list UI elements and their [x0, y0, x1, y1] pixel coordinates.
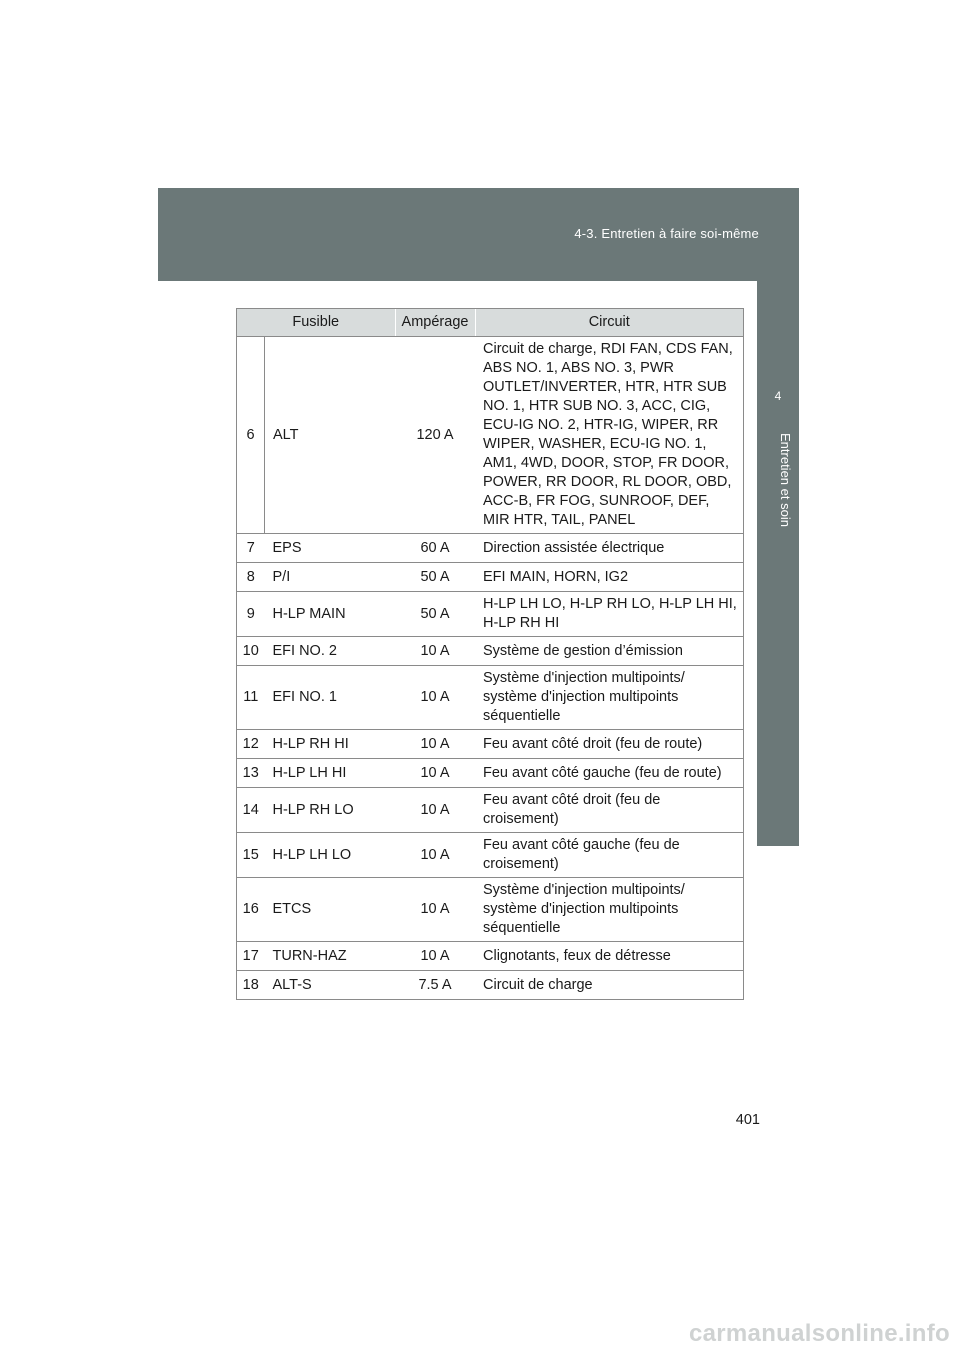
fuse-number-cell: 15: [237, 833, 265, 878]
fuse-name-cell: H-LP LH LO: [265, 833, 396, 878]
chapter-number: 4: [774, 389, 782, 403]
amperage-cell: 10 A: [395, 730, 475, 759]
table-row: [237, 942, 744, 971]
section-header-band: [158, 188, 799, 281]
amperage-cell: 50 A: [395, 563, 475, 592]
circuit-cell: Circuit de charge: [475, 971, 744, 1000]
circuit-cell: Système d'injection multipoints/ système d'injection multipoints séquentielle: [475, 666, 744, 730]
fuse-number-cell: 17: [237, 942, 265, 971]
table-row: [237, 878, 744, 942]
fuse-name-cell: EFI NO. 2: [265, 637, 396, 666]
table-row: [237, 730, 744, 759]
table-row: [237, 759, 744, 788]
table-row: [237, 592, 744, 637]
circuit-cell: Système d'injection multipoints/ système d'injection multipoints séquentielle: [475, 878, 744, 942]
amperage-cell: 10 A: [395, 878, 475, 942]
fuse-name-cell: ALT-S: [265, 971, 396, 1000]
table-row: [237, 637, 744, 666]
watermark: carmanualsonline.info: [688, 1320, 950, 1347]
fuse-name-cell: EPS: [265, 534, 396, 563]
circuit-cell: Circuit de charge, RDI FAN, CDS FAN, ABS NO. 1, ABS NO. 3, PWR OUTLET/INVERTER, HTR, HTR SUB NO. 1, HTR SUB NO. 3, ACC, CIG, ECU-IG NO. 2, HTR-IG, WIPER, RR WIPER, WASHER, ECU-IG NO. 1, AM1, 4WD, DOOR, STOP, FR DOOR, POWER, RR DOOR, RL DOOR, OBD, ACC-B, FR FOG, SUNROOF, DEF, MIR HTR, TAIL, PANEL: [475, 337, 744, 534]
fuse-name-cell: P/I: [265, 563, 396, 592]
circuit-cell: Feu avant côté gauche (feu de croisement): [475, 833, 744, 878]
amperage-cell: 10 A: [395, 637, 475, 666]
fuse-number-cell: 18: [237, 971, 265, 1000]
fuse-number-cell: 16: [237, 878, 265, 942]
fuse-name-cell: ETCS: [265, 878, 396, 942]
amperage-cell: 50 A: [395, 592, 475, 637]
table-row: [237, 534, 744, 563]
fuse-name-cell: TURN-HAZ: [265, 942, 396, 971]
circuit-cell: H-LP LH LO, H-LP RH LO, H-LP LH HI, H-LP RH HI: [475, 592, 744, 637]
amperage-cell: 10 A: [395, 759, 475, 788]
chapter-label: Entretien et soin: [778, 433, 793, 527]
table-row: [237, 666, 744, 730]
amperage-cell: 60 A: [395, 534, 475, 563]
header-circuit: Circuit: [475, 309, 744, 337]
amperage-cell: 10 A: [395, 788, 475, 833]
table-row: [237, 971, 744, 1000]
chapter-side-tab: [757, 281, 799, 846]
table-row: [237, 337, 744, 534]
amperage-cell: 10 A: [395, 666, 475, 730]
circuit-cell: Feu avant côté gauche (feu de route): [475, 759, 744, 788]
fuse-name-cell: H-LP LH HI: [265, 759, 396, 788]
circuit-cell: Système de gestion d’émission: [475, 637, 744, 666]
fuse-name-cell: ALT: [265, 337, 396, 534]
fuse-number-cell: 12: [237, 730, 265, 759]
fuse-table: [236, 308, 744, 1000]
header-fuse: Fusible: [237, 309, 396, 337]
amperage-cell: 7.5 A: [395, 971, 475, 1000]
section-title: 4-3. Entretien à faire soi-même: [574, 226, 759, 241]
fuse-number-cell: 14: [237, 788, 265, 833]
fuse-name-cell: EFI NO. 1: [265, 666, 396, 730]
fuse-number-cell: 7: [237, 534, 265, 563]
table-row: [237, 833, 744, 878]
header-amperage: Ampérage: [395, 309, 475, 337]
fuse-number-cell: 11: [237, 666, 265, 730]
fuse-number-cell: 8: [237, 563, 265, 592]
fuse-table-body: [237, 337, 744, 1000]
amperage-cell: 10 A: [395, 942, 475, 971]
circuit-cell: Feu avant côté droit (feu de croisement): [475, 788, 744, 833]
amperage-cell: 10 A: [395, 833, 475, 878]
fuse-number-cell: 10: [237, 637, 265, 666]
table-row: [237, 788, 744, 833]
table-row: [237, 563, 744, 592]
fuse-number-cell: 6: [237, 337, 265, 534]
fuse-number-cell: 9: [237, 592, 265, 637]
circuit-cell: EFI MAIN, HORN, IG2: [475, 563, 744, 592]
fuse-name-cell: H-LP MAIN: [265, 592, 396, 637]
table-header-row: [237, 309, 744, 337]
page-number: 401: [735, 1112, 760, 1128]
circuit-cell: Clignotants, feux de détresse: [475, 942, 744, 971]
fuse-name-cell: H-LP RH HI: [265, 730, 396, 759]
fuse-number-cell: 13: [237, 759, 265, 788]
fuse-name-cell: H-LP RH LO: [265, 788, 396, 833]
amperage-cell: 120 A: [395, 337, 475, 534]
circuit-cell: Direction assistée électrique: [475, 534, 744, 563]
circuit-cell: Feu avant côté droit (feu de route): [475, 730, 744, 759]
